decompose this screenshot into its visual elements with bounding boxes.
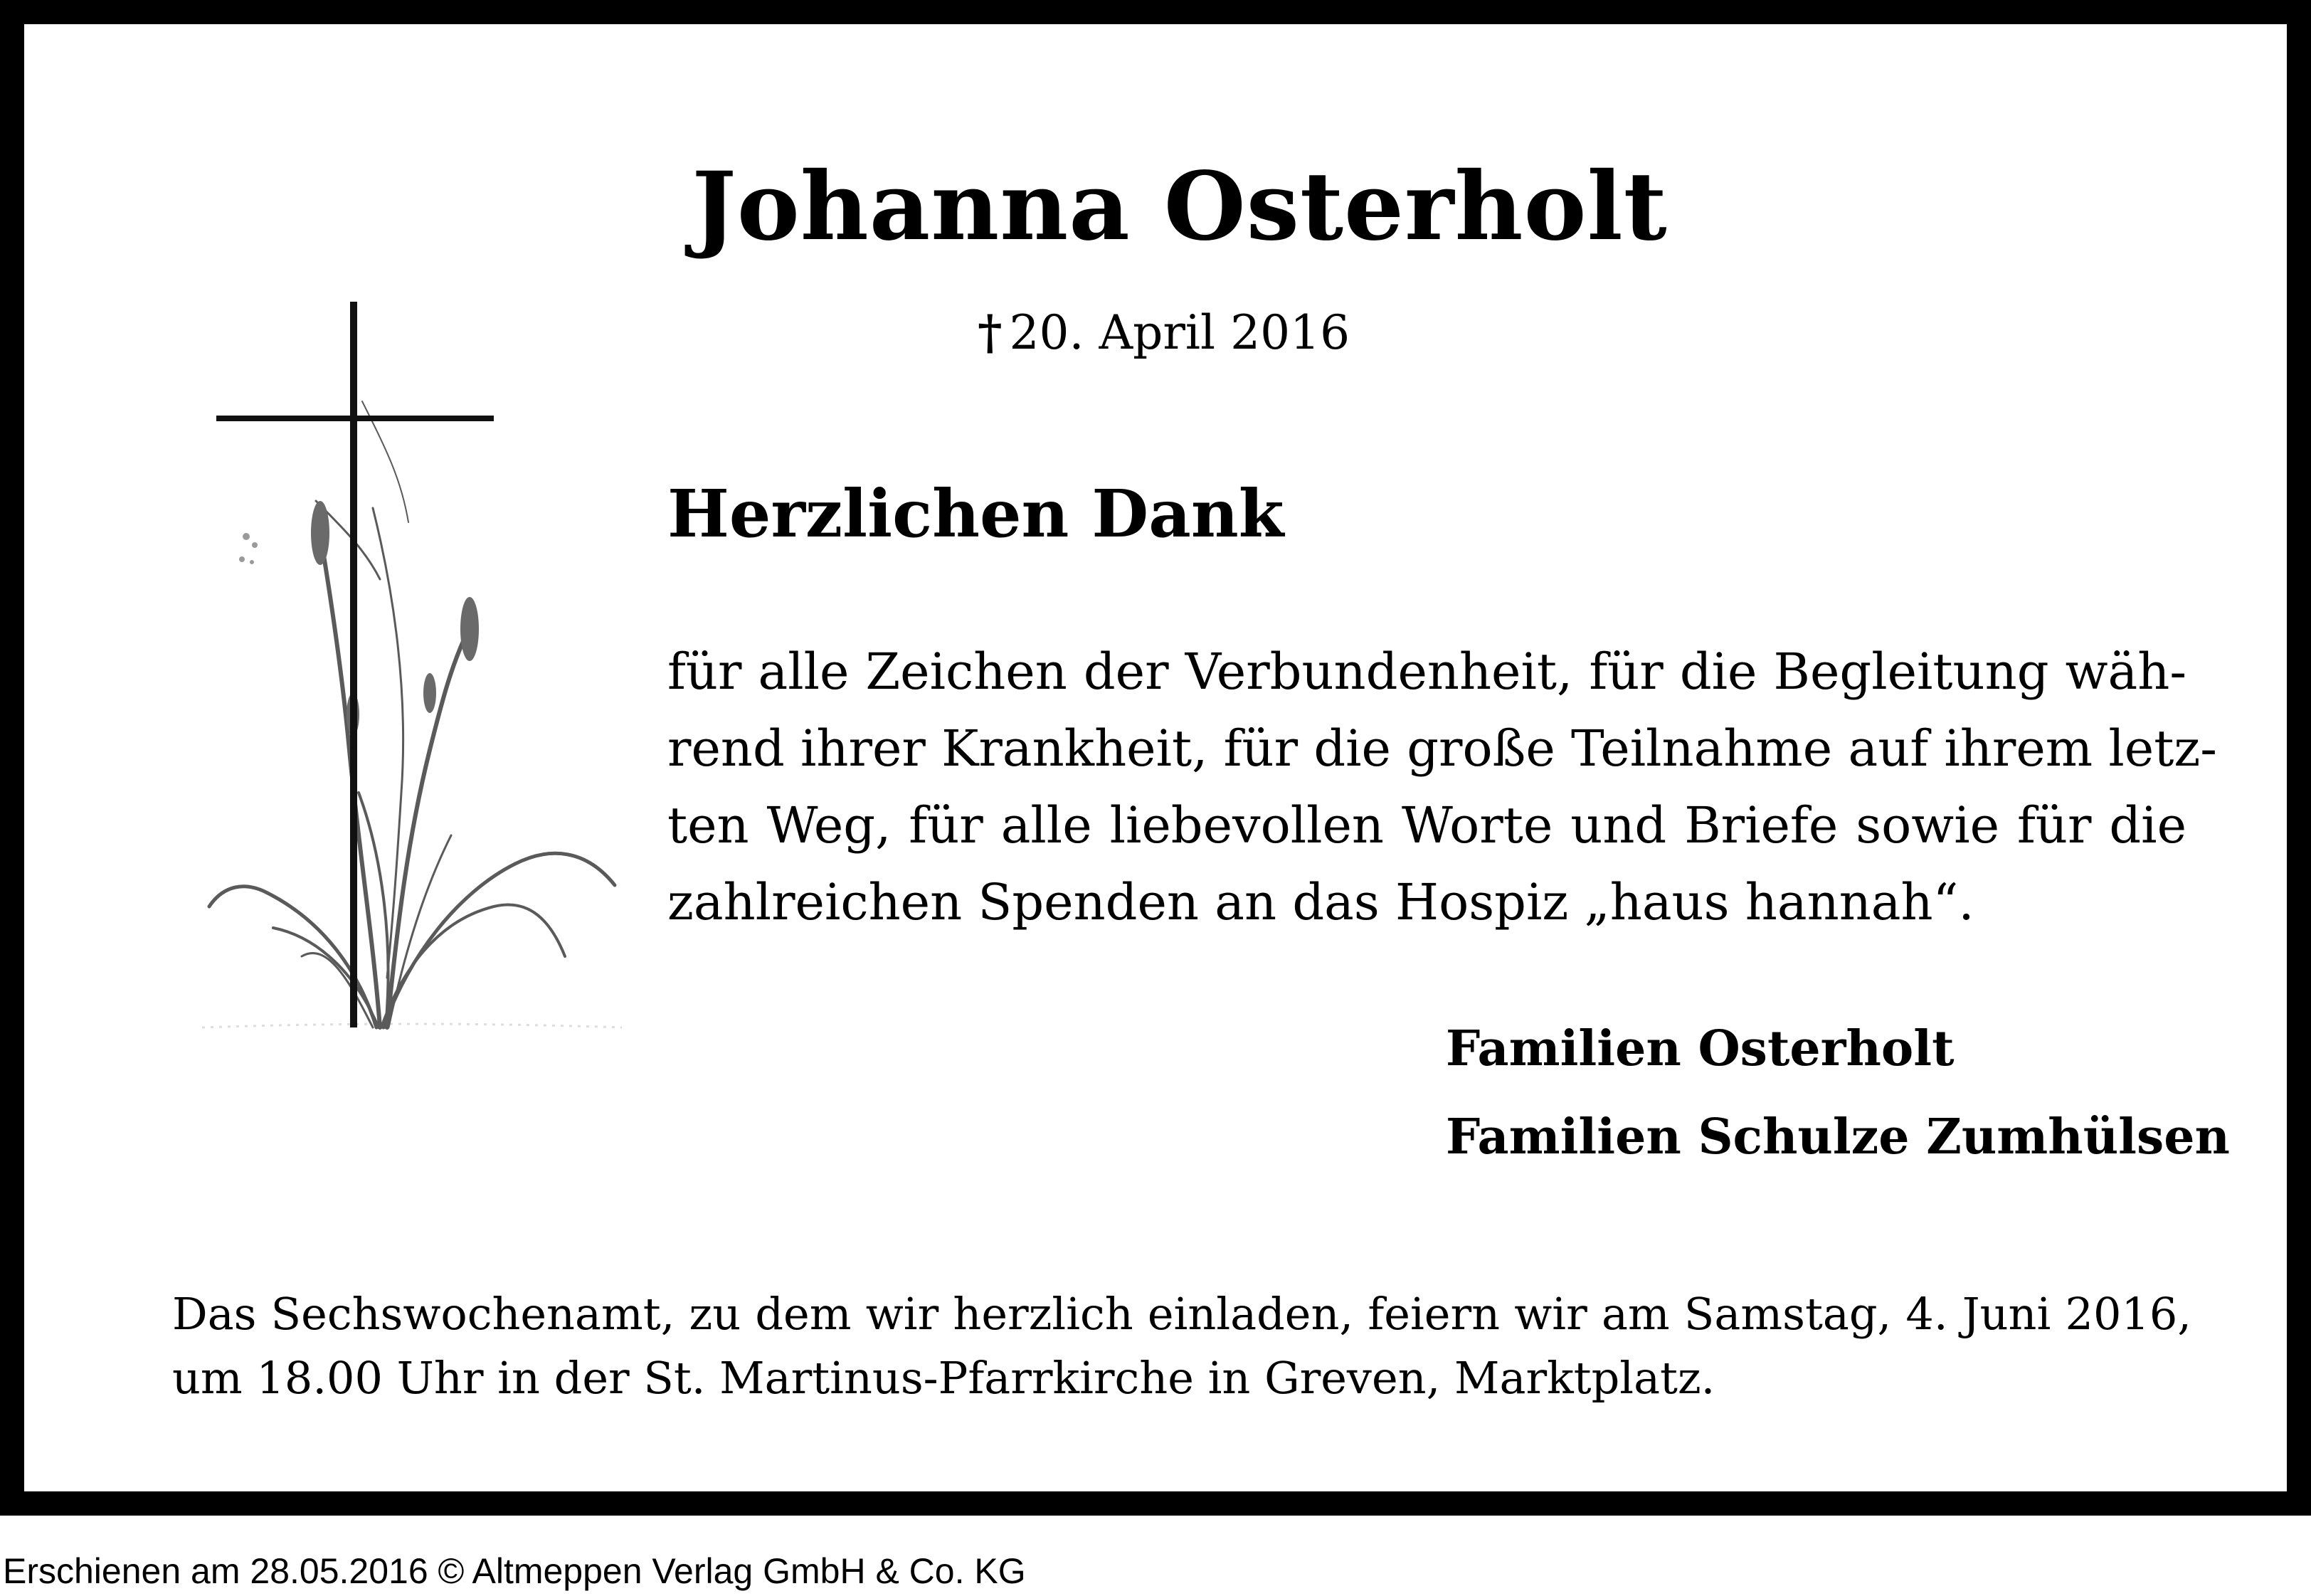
death-date-text: 20. April 2016 [1009,305,1350,360]
deceased-name: Johanna Osterholt [692,152,1668,262]
message-line: ten Weg, für alle liebevollen Worte und Briefe sowie für die [667,796,2186,855]
message-line: zahlreichen Spenden an das Hospiz „haus hannah“. [667,873,1974,931]
service-line: um 18.00 Uhr in der St. Martinus-Pfarrkirche in Greven, Marktplatz. [172,1352,1715,1404]
signature-line: Familien Schulze Zumhülsen [1446,1109,2230,1166]
thanks-message [667,633,2217,941]
message-line: für alle Zeichen der Verbundenheit, für die Begleitung wäh- [667,643,2186,701]
thanks-heading: Herzlichen Dank [667,475,1284,552]
service-announcement [172,1282,2191,1410]
signature-line: Familien Osterholt [1446,1020,1955,1077]
service-line: Das Sechswochenamt, zu dem wir herzlich einladen, feiern wir am Samstag, 4. Juni 2016, [172,1288,2191,1340]
death-date [978,305,1350,361]
cross-with-reeds-icon [195,295,629,1035]
death-cross-symbol: † [978,305,1003,360]
message-line: rend ihrer Krankheit, für die große Teilnahme auf ihrem letz- [667,719,2217,778]
publication-note: Erschienen am 28.05.2016 © Altmeppen Verlag GmbH & Co. KG [3,1551,1026,1591]
family-signatures [1446,1005,2230,1181]
